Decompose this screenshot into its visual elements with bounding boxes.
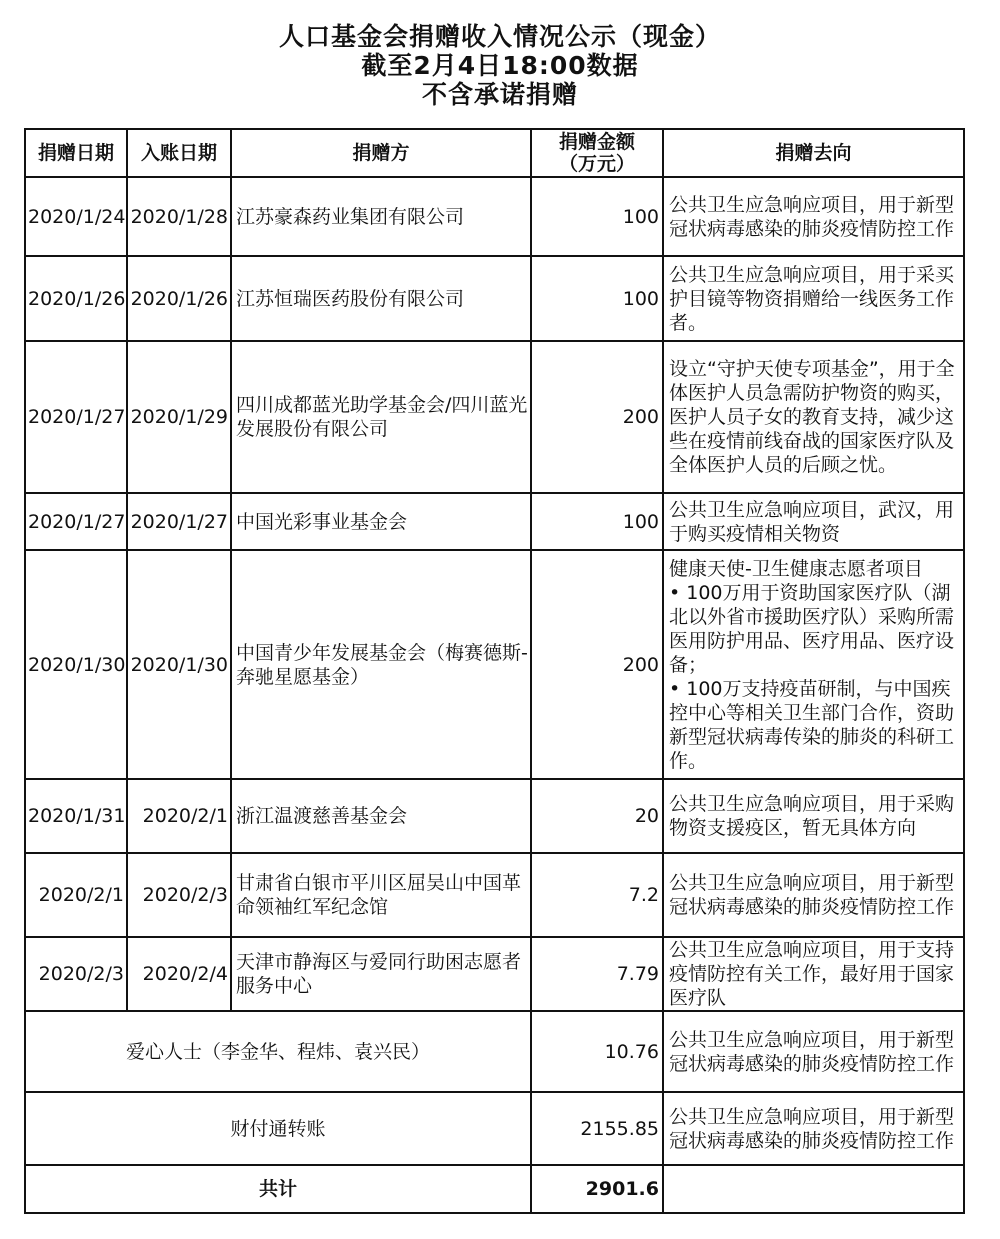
donation-date-cell: 2020/1/30 [25,550,127,779]
purpose-cell: 公共卫生应急响应项目，用于采买护目镜等物资捐赠给一线医务工作者。 [663,256,964,341]
title-block [0,0,1000,109]
header-amount: 捐赠金额 （万元） [531,129,663,177]
page-subtitle-note: 不含承诺捐赠 [421,80,578,109]
donor-cell: 财付通转账 [25,1092,531,1165]
donor-cell: 四川成都蓝光助学基金会/四川蓝光发展股份有限公司 [231,341,531,493]
table-row [25,341,964,493]
amount-cell: 100 [531,493,663,550]
donation-date-cell: 2020/2/1 [25,853,127,937]
header-purpose: 捐赠去向 [663,129,964,177]
table-row [25,550,964,779]
donor-cell: 甘肃省白银市平川区屈吴山中国革命领袖红军纪念馆 [231,853,531,937]
table-row [25,937,964,1011]
purpose-cell: 公共卫生应急响应项目，用于新型冠状病毒感染的肺炎疫情防控工作 [663,1011,964,1092]
purpose-cell: 公共卫生应急响应项目，武汉，用于购买疫情相关物资 [663,493,964,550]
total-purpose-empty [663,1165,964,1213]
purpose-cell: 公共卫生应急响应项目，用于新型冠状病毒感染的肺炎疫情防控工作 [663,1092,964,1165]
entry-date-cell: 2020/1/30 [127,550,231,779]
entry-date-cell: 2020/1/26 [127,256,231,341]
total-label: 共计 [25,1165,531,1213]
table-row [25,779,964,853]
entry-date-cell: 2020/1/29 [127,341,231,493]
donor-cell: 江苏恒瑞医药股份有限公司 [231,256,531,341]
amount-cell: 10.76 [531,1011,663,1092]
purpose-cell: 公共卫生应急响应项目，用于新型冠状病毒感染的肺炎疫情防控工作 [663,853,964,937]
table-row [25,177,964,256]
donation-date-cell: 2020/1/31 [25,779,127,853]
donation-date-cell: 2020/1/27 [25,493,127,550]
entry-date-cell: 2020/2/4 [127,937,231,1011]
amount-cell: 200 [531,341,663,493]
donor-cell: 中国青少年发展基金会（梅赛德斯-奔驰星愿基金） [231,550,531,779]
purpose-cell: 公共卫生应急响应项目，用于支持疫情防控有关工作，最好用于国家医疗队 [663,937,964,1011]
amount-cell: 200 [531,550,663,779]
table-header-row [25,129,964,177]
donation-date-cell: 2020/1/26 [25,256,127,341]
donation-date-cell: 2020/1/24 [25,177,127,256]
table-row [25,256,964,341]
total-amount: 2901.6 [531,1165,663,1213]
entry-date-cell: 2020/2/3 [127,853,231,937]
purpose-cell: 公共卫生应急响应项目，用于采购物资支援疫区，暂无具体方向 [663,779,964,853]
purpose-cell: 健康天使-卫生健康志愿者项目 • 100万用于资助国家医疗队（湖北以外省市援助医疗队）采购所需医用防护用品、医疗用品、医疗设备； • 100万支持疫苗研制，与中国疾控中心等相关卫生部门合作，资助新型冠状病毒传染的肺炎的科研工作。 [663,550,964,779]
amount-cell: 20 [531,779,663,853]
table-row [25,853,964,937]
amount-cell: 100 [531,256,663,341]
donation-date-cell: 2020/2/3 [25,937,127,1011]
header-donation-date: 捐赠日期 [25,129,127,177]
amount-cell: 7.2 [531,853,663,937]
purpose-cell: 设立“守护天使专项基金”，用于全体医护人员急需防护物资的购买，医护人员子女的教育支持，减少这些在疫情前线奋战的国家医疗队及全体医护人员的后顾之忧。 [663,341,964,493]
entry-date-cell: 2020/2/1 [127,779,231,853]
donor-cell: 江苏豪森药业集团有限公司 [231,177,531,256]
page-title: 人口基金会捐赠收入情况公示（现金） [278,22,721,51]
table-row [25,1011,964,1092]
donor-cell: 中国光彩事业基金会 [231,493,531,550]
donor-cell: 浙江温渡慈善基金会 [231,779,531,853]
purpose-cell: 公共卫生应急响应项目，用于新型冠状病毒感染的肺炎疫情防控工作 [663,177,964,256]
table-row [25,1092,964,1165]
donation-table [24,128,965,1214]
page-subtitle-date: 截至2月4日18:00数据 [361,51,639,80]
donation-date-cell: 2020/1/27 [25,341,127,493]
amount-cell: 100 [531,177,663,256]
header-entry-date: 入账日期 [127,129,231,177]
amount-cell: 2155.85 [531,1092,663,1165]
amount-cell: 7.79 [531,937,663,1011]
donor-cell: 爱心人士（李金华、程炜、袁兴民） [25,1011,531,1092]
header-donor: 捐赠方 [231,129,531,177]
donor-cell: 天津市静海区与爱同行助困志愿者服务中心 [231,937,531,1011]
table-row [25,493,964,550]
entry-date-cell: 2020/1/27 [127,493,231,550]
entry-date-cell: 2020/1/28 [127,177,231,256]
total-row [25,1165,964,1213]
